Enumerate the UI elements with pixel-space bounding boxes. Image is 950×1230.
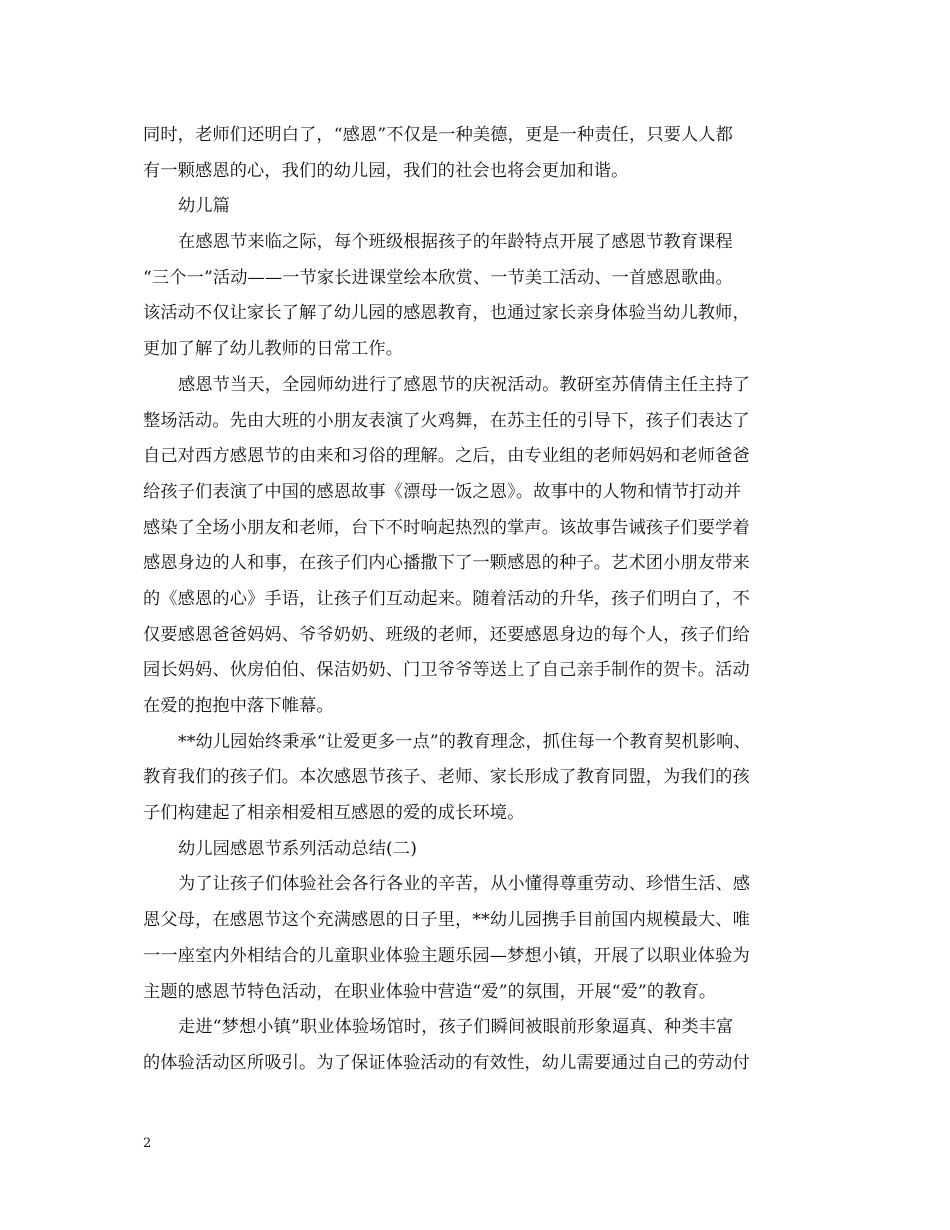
text-line: 走进“梦想小镇”职业体验场馆时，孩子们瞬间被眼前形象逼真、种类丰富	[178, 1017, 734, 1038]
text-line: 给孩子们表演了中国的感恩故事《漂母一饭之恩》。故事中的人物和情节打动并	[143, 481, 742, 502]
text-line: 感染了全场小朋友和老师，台下不时响起热烈的掌声。该故事告诫孩子们要学着	[143, 517, 750, 538]
text-line: 感恩身边的人和事，在孩子们内心播撒下了一颗感恩的种子。艺术团小朋友带来	[143, 553, 750, 574]
document-body	[143, 118, 803, 1082]
text-line: 在感恩节来临之际，每个班级根据孩子的年龄特点开展了感恩节教育课程	[178, 232, 733, 253]
text-line: “三个一”活动——一节家长进课堂绘本欣赏、一节美工活动、一首感恩歌曲。	[143, 267, 734, 288]
text-line: 更加了解了幼儿教师的日常工作。	[143, 339, 404, 360]
text-line: 在爱的抱抱中落下帷幕。	[143, 696, 334, 716]
text-line: 的《感恩的心》手语，让孩子们互动起来。随着活动的升华，孩子们明白了，不	[143, 588, 750, 609]
text-line: 教育我们的孩子们。本次感恩节孩子、老师、家长形成了教育同盟，为我们的孩	[143, 767, 750, 788]
text-line: 主题的感恩节特色活动，在职业体验中营造“爱”的氛围，开展“爱”的教育。	[143, 981, 717, 1002]
text-line: 幼儿篇	[178, 196, 231, 217]
text-line: 该活动不仅让家长了解了幼儿园的感恩教育，也通过家长亲身体验当幼儿教师，	[143, 303, 750, 324]
text-line: **幼儿园始终秉承“让爱更多一点”的教育理念，抓住每一个教育契机影响、	[178, 731, 751, 752]
page-number: 2	[143, 1136, 152, 1151]
text-line: 的体验活动区所吸引。为了保证体验活动的有效性，幼儿需要通过自己的劳动付	[143, 1052, 750, 1073]
text-line: 子们构建起了相亲相爱相互感恩的爱的成长环境。	[143, 803, 525, 824]
text-line: 园长妈妈、伙房伯伯、保洁奶奶、门卫爷爷等送上了自己亲手制作的贺卡。活动	[143, 660, 750, 681]
text-line: 有一颗感恩的心，我们的幼儿园，我们的社会也将会更加和谐。	[143, 160, 629, 181]
text-line: 整场活动。先由大班的小朋友表演了火鸡舞，在苏主任的引导下，孩子们表达了	[143, 410, 750, 431]
text-line: 仅要感恩爸爸妈妈、爷爷奶奶、班级的老师，还要感恩身边的每个人，孩子们给	[143, 624, 750, 645]
text-line: 同时，老师们还明白了，“感恩”不仅是一种美德，更是一种责任，只要人人都	[143, 125, 734, 145]
text-line: 感恩节当天，全园师幼进行了感恩节的庆祝活动。教研室苏倩倩主任主持了	[178, 374, 751, 395]
text-line: 恩父母，在感恩节这个充满感恩的日子里，**幼儿园携手目前国内规模最大、唯	[143, 910, 750, 931]
text-line: 一一座室内外相结合的儿童职业体验主题乐园—梦想小镇，开展了以职业体验为	[143, 945, 750, 966]
text-line: 为了让孩子们体验社会各行各业的辛苦，从小懂得尊重劳动、珍惜生活、感	[178, 874, 751, 895]
text-line: 自己对西方感恩节的由来和习俗的理解。之后，由专业组的老师妈妈和老师爸爸	[143, 446, 750, 467]
text-line: 幼儿园感恩节系列活动总结(二)	[178, 838, 418, 859]
